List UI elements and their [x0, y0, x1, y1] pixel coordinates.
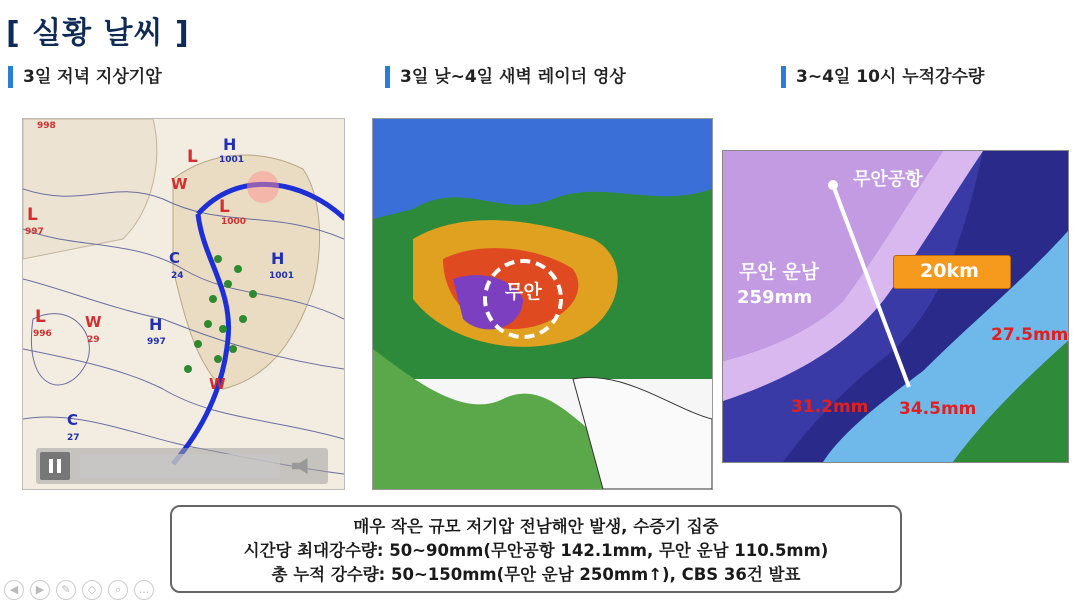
low-pressure-value: 996 [33, 329, 52, 339]
surface-pressure-chart[interactable] [22, 118, 345, 490]
pen-icon[interactable]: ✎ [56, 580, 76, 600]
low-pressure-value: 997 [25, 227, 44, 237]
cold-value: 27 [67, 433, 80, 443]
rainfall-value: 27.5mm [991, 325, 1069, 345]
video-player-bar[interactable] [36, 448, 328, 484]
cold-value: 24 [171, 271, 184, 281]
summary-line: 총 누적 강수량: 50~150mm(무안 운남 250mm↑), CBS 36건 발표 [271, 565, 801, 584]
low-pressure-label: L [27, 205, 38, 225]
high-pressure-label: H [223, 135, 237, 154]
arrow-left-icon[interactable]: ◀ [4, 580, 24, 600]
radar-image [372, 118, 713, 490]
scale-box [893, 255, 1011, 289]
zoom-icon[interactable]: ⌕ [108, 580, 128, 600]
cold-label: C [67, 411, 79, 429]
high-pressure-value: 1001 [219, 155, 245, 165]
rainfall-map [722, 150, 1069, 463]
cold-label: C [169, 249, 181, 267]
rainfall-value: 31.2mm [791, 397, 869, 417]
surface-map-heading: 3일 저녁 지상기압 [8, 66, 162, 88]
rainfall-value: 34.5mm [899, 399, 977, 419]
high-pressure-value: 997 [147, 337, 166, 347]
summary-line: 매우 작은 규모 저기압 전남해안 발생, 수증기 집중 [353, 517, 719, 536]
high-pressure-label: H [149, 315, 163, 334]
low-pressure-label: L [219, 197, 230, 217]
high-pressure-label: H [271, 249, 285, 268]
station-label: 무안 운남 [739, 261, 820, 283]
radar-heading: 3일 낮~4일 새벽 레이더 영상 [385, 66, 626, 88]
radar-graphic [373, 119, 712, 489]
volume-icon[interactable] [292, 458, 318, 474]
airport-label: 무안공항 [853, 169, 923, 190]
isobar-value: 1000 [221, 217, 247, 227]
rainfall-heading: 3~4일 10시 누적강수량 [781, 66, 984, 88]
page-title: [ 실황 날씨 ] [6, 16, 190, 51]
eraser-icon[interactable]: ◇ [82, 580, 102, 600]
low-pressure-value: 998 [37, 121, 56, 131]
radar-location-label: 무안 [505, 281, 542, 303]
more-icon[interactable]: … [134, 580, 154, 600]
warm-value: 29 [87, 335, 100, 345]
warm-label: W [85, 313, 102, 331]
warm-label: W [171, 175, 188, 193]
low-pressure-label: L [187, 147, 198, 167]
seek-bar[interactable] [80, 454, 280, 478]
arrow-right-icon[interactable]: ▶ [30, 580, 50, 600]
summary-line: 시간당 최대강수량: 50~90mm(무안공항 142.1mm, 무안 운남 110.5mm) [243, 541, 829, 560]
warm-label: W [209, 375, 226, 393]
high-pressure-value: 1001 [269, 271, 295, 281]
pause-icon[interactable] [40, 452, 70, 480]
low-pressure-label: L [35, 307, 46, 327]
summary-box [170, 505, 902, 593]
scale-label: 20km [920, 260, 979, 282]
station-value: 259mm [737, 287, 813, 308]
